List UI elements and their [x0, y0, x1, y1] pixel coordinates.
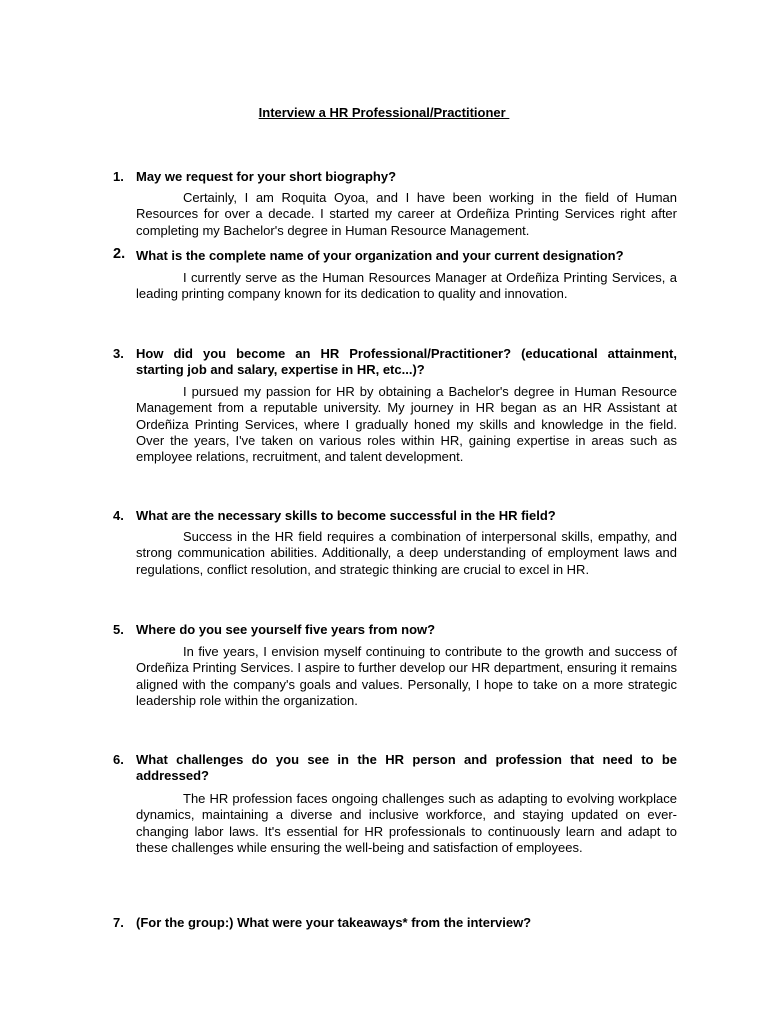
page-title: Interview a HR Professional/Practitioner: [258, 105, 510, 120]
answer-text: In five years, I envision myself continuing to contribute to the growth and success of Ordeñiza Printing Services. I aspire to further develop our HR department, ensuring it remains aligned with the company's goals and values. Personally, I hope to take on a more strategic leadership role within the organization.: [136, 644, 677, 708]
answer-text: I currently serve as the Human Resources Manager at Ordeñiza Printing Services, a leading printing company known for its dedication to quality and innovation.: [136, 270, 677, 302]
question-text: (For the group:) What were your takeaways* from the interview?: [136, 915, 532, 930]
answer-text: The HR profession faces ongoing challenges such as adapting to evolving workplace dynamics, maintaining a diverse and inclusive workforce, and staying updated on ever-changing labor laws. It's essential for HR professionals to continuously learn and adapt to these challenges while ensuring the well-being and satisfaction of employees.: [136, 791, 677, 855]
question-number: 1.: [113, 169, 124, 184]
question-text: Where do you see yourself five years from now?: [136, 622, 436, 637]
question-number: 5.: [113, 622, 124, 637]
question-text: May we request for your short biography?: [136, 169, 397, 184]
answer-text: Success in the HR field requires a combination of interpersonal skills, empathy, and strong communication abilities. Additionally, a deep understanding of employment laws and regulations, conflict resolution, and strategic thinking are crucial to excel in HR.: [136, 529, 677, 577]
question-number: 7.: [113, 915, 124, 930]
question-number: 3.: [113, 346, 124, 361]
question-text: How did you become an HR Professional/Practitioner? (educational attainment, starting job and salary, expertise in HR, etc...)?: [136, 346, 677, 378]
question-number: 4.: [113, 508, 124, 523]
question-text: What are the necessary skills to become successful in the HR field?: [136, 508, 556, 523]
question-number: 2.: [113, 246, 126, 262]
answer-text: I pursued my passion for HR by obtaining a Bachelor's degree in Human Resource Management from a reputable university. My journey in HR began as an HR Assistant at Ordeñiza Printing Services, where I gradually honed my skills and knowledge in the field. Over the years, I've taken on various roles within HR, gaining expertise in areas such as employee relations, recruitment, and talent development.: [136, 384, 677, 465]
answer-text: Certainly, I am Roquita Oyoa, and I have been working in the field of Human Resources for over a decade. I started my career at Ordeñiza Printing Services right after completing my Bachelor's degree in Human Resource Management.: [136, 190, 677, 238]
question-number: 6.: [113, 752, 124, 767]
question-text: What challenges do you see in the HR person and profession that need to be addressed?: [136, 752, 677, 784]
question-text: What is the complete name of your organization and your current designation?: [136, 248, 624, 263]
